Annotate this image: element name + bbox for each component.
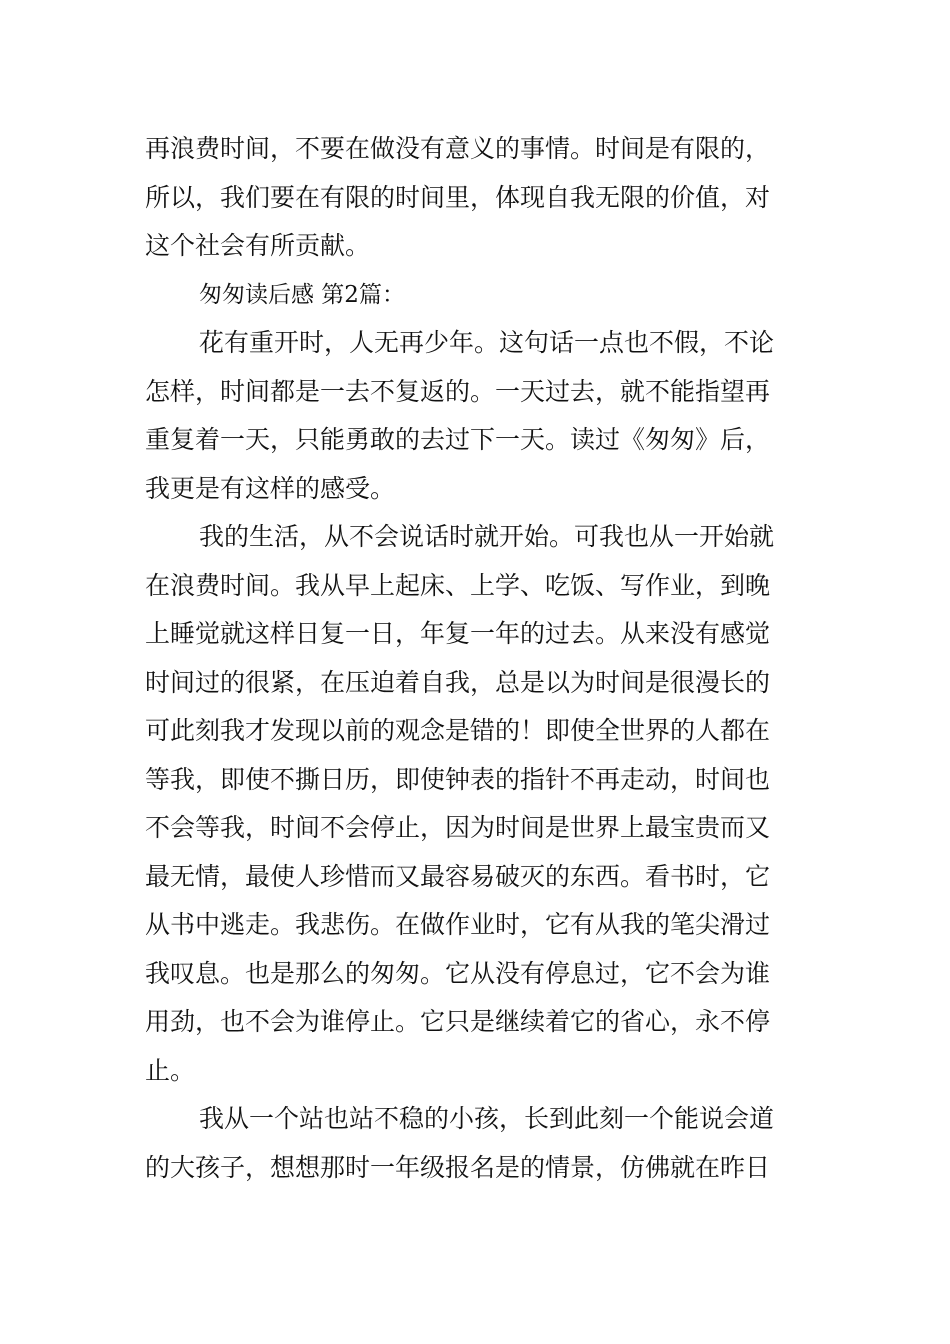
text-line: 止。 xyxy=(145,1055,196,1085)
text-line: 时间过的很紧，在压迫着自我，总是以为时间是很漫长的 xyxy=(145,667,771,697)
text-line: 这个社会有所贡献。 xyxy=(145,231,371,260)
text-line: 重复着一天，只能勇敢的去过下一天。读过《匆匆》后， xyxy=(145,425,771,454)
text-line: 从书中逃走。我悲伤。在做作业时，它有从我的笔尖滑过 xyxy=(145,910,771,939)
text-line: 我更是有这样的感受。 xyxy=(145,473,396,503)
text-line: 上睡觉就这样日复一日，年复一年的过去。从来没有感觉 xyxy=(145,619,771,648)
text-line: 再浪费时间，不要在做没有意义的事情。时间是有限的， xyxy=(145,134,771,163)
section-heading: 匆匆读后感 第2篇： xyxy=(199,281,405,308)
text-line: 的大孩子，想想那时一年级报名是的情景，仿佛就在昨日 xyxy=(145,1152,771,1182)
text-line: 花有重开时，人无再少年。这句话一点也不假，不论 xyxy=(199,328,775,357)
text-line: 我的生活，从不会说话时就开始。可我也从一开始就 xyxy=(199,522,775,551)
text-line: 最无情，最使人珍惜而又最容易破灭的东西。看书时，它 xyxy=(145,861,771,891)
text-line: 所以，我们要在有限的时间里，体现自我无限的价值，对 xyxy=(145,182,771,212)
text-line: 我叹息。也是那么的匆匆。它从没有停息过，它不会为谁 xyxy=(145,958,771,988)
text-line: 可此刻我才发现以前的观念是错的！即使全世界的人都在 xyxy=(145,716,771,745)
text-line: 在浪费时间。我从早上起床、上学、吃饭、写作业，到晚 xyxy=(145,570,771,600)
text-line: 等我，即使不撕日历，即使钟表的指针不再走动，时间也 xyxy=(145,764,771,794)
text-line: 不会等我，时间不会停止，因为时间是世界上最宝贵而又 xyxy=(145,813,771,842)
text-line: 用劲，也不会为谁停止。它只是继续着它的省心，永不停 xyxy=(145,1007,771,1036)
text-line: 怎样，时间都是一去不复返的。一天过去，就不能指望再 xyxy=(145,376,771,406)
text-line: 我从一个站也站不稳的小孩，长到此刻一个能说会道 xyxy=(199,1104,775,1133)
document-body xyxy=(145,125,805,1192)
